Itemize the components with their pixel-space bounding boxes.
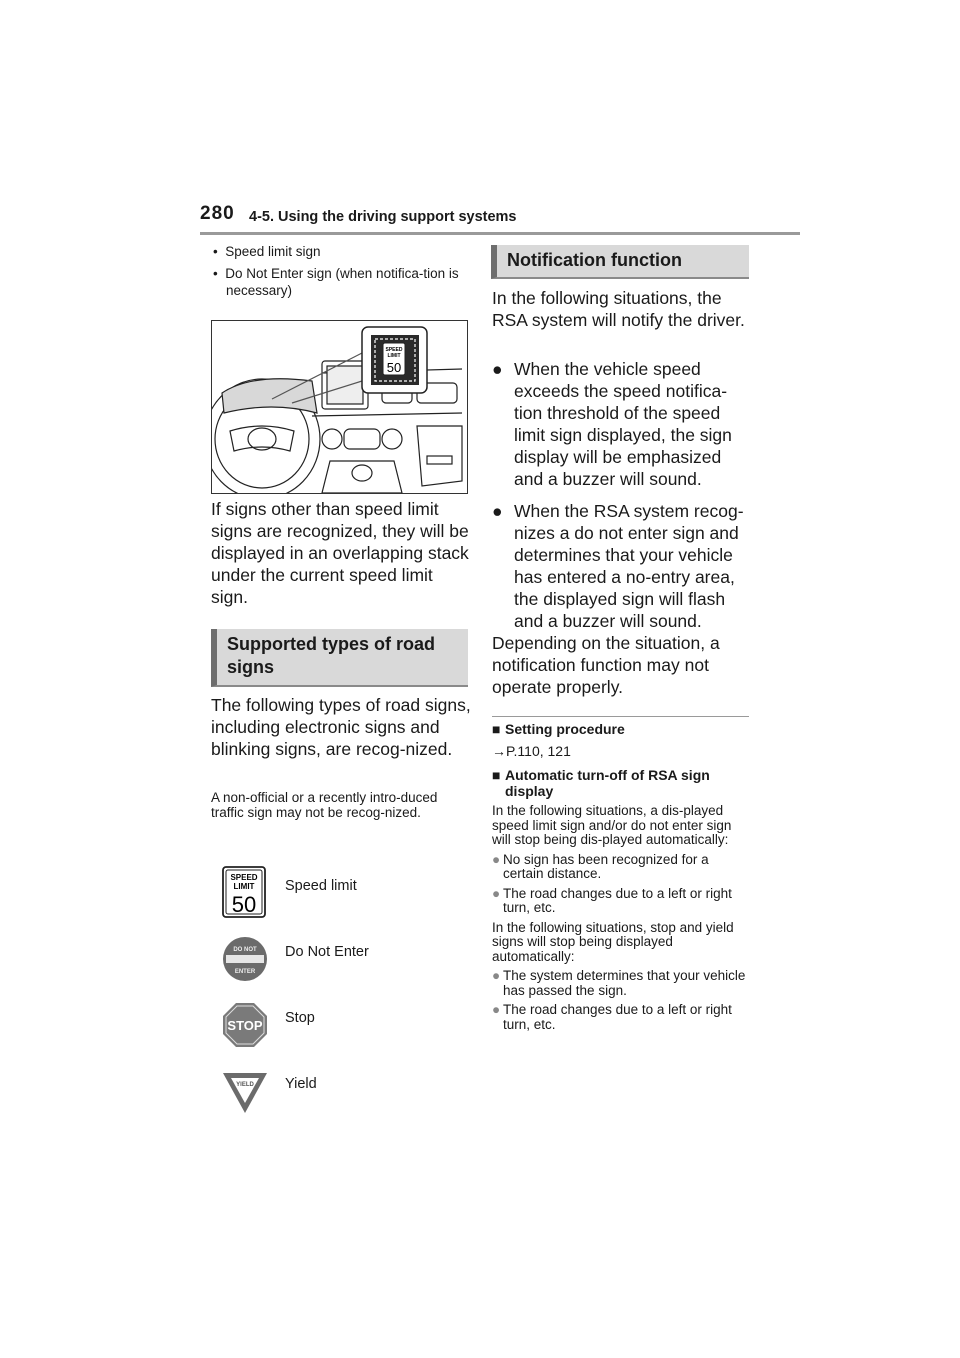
notes-block	[492, 721, 749, 1032]
header-rule	[200, 232, 800, 235]
list-item: ● The road changes due to a left or right turn, etc.	[492, 1002, 732, 1032]
list-item: ● The system determines that your vehicle has passed the sign.	[492, 968, 746, 998]
notification-intro: In the following situations, the RSA system will notify the driver.	[492, 288, 745, 330]
yield-sign-icon	[222, 1072, 268, 1114]
sign-label-do-not-enter: Do Not Enter	[285, 944, 369, 960]
bullet-icon: ●	[492, 885, 501, 901]
svg-text:DO NOT: DO NOT	[233, 947, 257, 953]
page-number: 280	[200, 203, 235, 224]
bullet-icon: ●	[492, 359, 503, 379]
dashboard-illustration	[211, 320, 468, 494]
recognition-note: A non-official or a recently intro-duced traffic sign may not be recog-nized.	[211, 790, 438, 820]
section-title: 4-5. Using the driving support systems	[249, 209, 517, 225]
auto-off-intro-1: In the following situations, a dis-played speed limit sign and/or do not enter sign will stop being dis-played automatically:	[492, 803, 732, 847]
bullet-icon: ●	[492, 968, 501, 983]
notes-divider	[492, 716, 749, 717]
svg-text:STOP: STOP	[227, 1018, 263, 1033]
dashboard-drawing	[212, 321, 467, 493]
svg-text:ENTER: ENTER	[234, 969, 256, 975]
sign-label-yield: Yield	[285, 1076, 317, 1092]
notification-function-heading: Notification function	[491, 245, 749, 279]
setting-procedure-ref: →P.110, 121	[492, 743, 571, 759]
svg-text:SPEED: SPEED	[230, 873, 258, 882]
list-item: ● When the RSA system recog-nizes a do not enter sign and determines that your vehicle has entered a no-entry area, the displayed sign will flash and a buzzer will sound.	[492, 501, 744, 631]
mini-sign-text-limit: LIMIT	[387, 353, 401, 359]
svg-text:YIELD: YIELD	[236, 1082, 254, 1088]
setting-procedure-title: ■ Setting procedure	[492, 721, 625, 737]
svg-text:50: 50	[231, 892, 257, 917]
mini-sign-text-speed: SPEED	[385, 347, 403, 353]
bullet-icon: ●	[492, 501, 503, 521]
sign-list	[213, 243, 468, 299]
notification-bullets	[492, 358, 747, 632]
do-not-enter-sign-icon	[222, 936, 268, 982]
bullet-icon: ●	[492, 851, 501, 867]
auto-turn-off-title: ■ Automatic turn-off of RSA sign display	[492, 767, 710, 799]
arrow-icon: →	[492, 743, 506, 759]
list-item: • Do Not Enter sign (when notifica-tion is necessary)	[213, 266, 459, 298]
square-marker-icon: ■	[492, 721, 501, 737]
stop-sign-icon	[222, 1002, 268, 1048]
supported-types-heading: Supported types of road signs	[211, 629, 468, 687]
bullet-icon: ●	[492, 1002, 501, 1017]
list-item: • Speed limit sign	[213, 244, 321, 259]
types-paragraph: The following types of road signs, including electronic signs and blinking signs, are recog-nized.	[211, 695, 471, 759]
notification-closing: Depending on the situation, a notification function may not operate properly.	[492, 633, 720, 697]
list-item: ● The road changes due to a left or right turn, etc.	[492, 885, 732, 915]
list-item: ● When the vehicle speed exceeds the speed notifica-tion threshold of the speed limit sign displayed, the sign display will be emphasized and a buzzer will sound.	[492, 359, 732, 489]
sign-label-speed-limit: Speed limit	[285, 878, 357, 894]
sign-label-stop: Stop	[285, 1010, 315, 1026]
square-marker-icon: ■	[492, 767, 501, 783]
mini-sign-text-50: 50	[386, 360, 402, 375]
auto-off-intro-2: In the following situations, stop and yield signs will stop being displayed automatically:	[492, 919, 734, 964]
svg-text:LIMIT: LIMIT	[233, 882, 255, 891]
speed-limit-sign-icon	[222, 866, 268, 918]
list-item: ● No sign has been recognized for a certain distance.	[492, 851, 709, 881]
overlap-paragraph: If signs other than speed limit signs are recognized, they will be displayed in an overlapping stack under the current speed limit sign.	[211, 499, 469, 607]
